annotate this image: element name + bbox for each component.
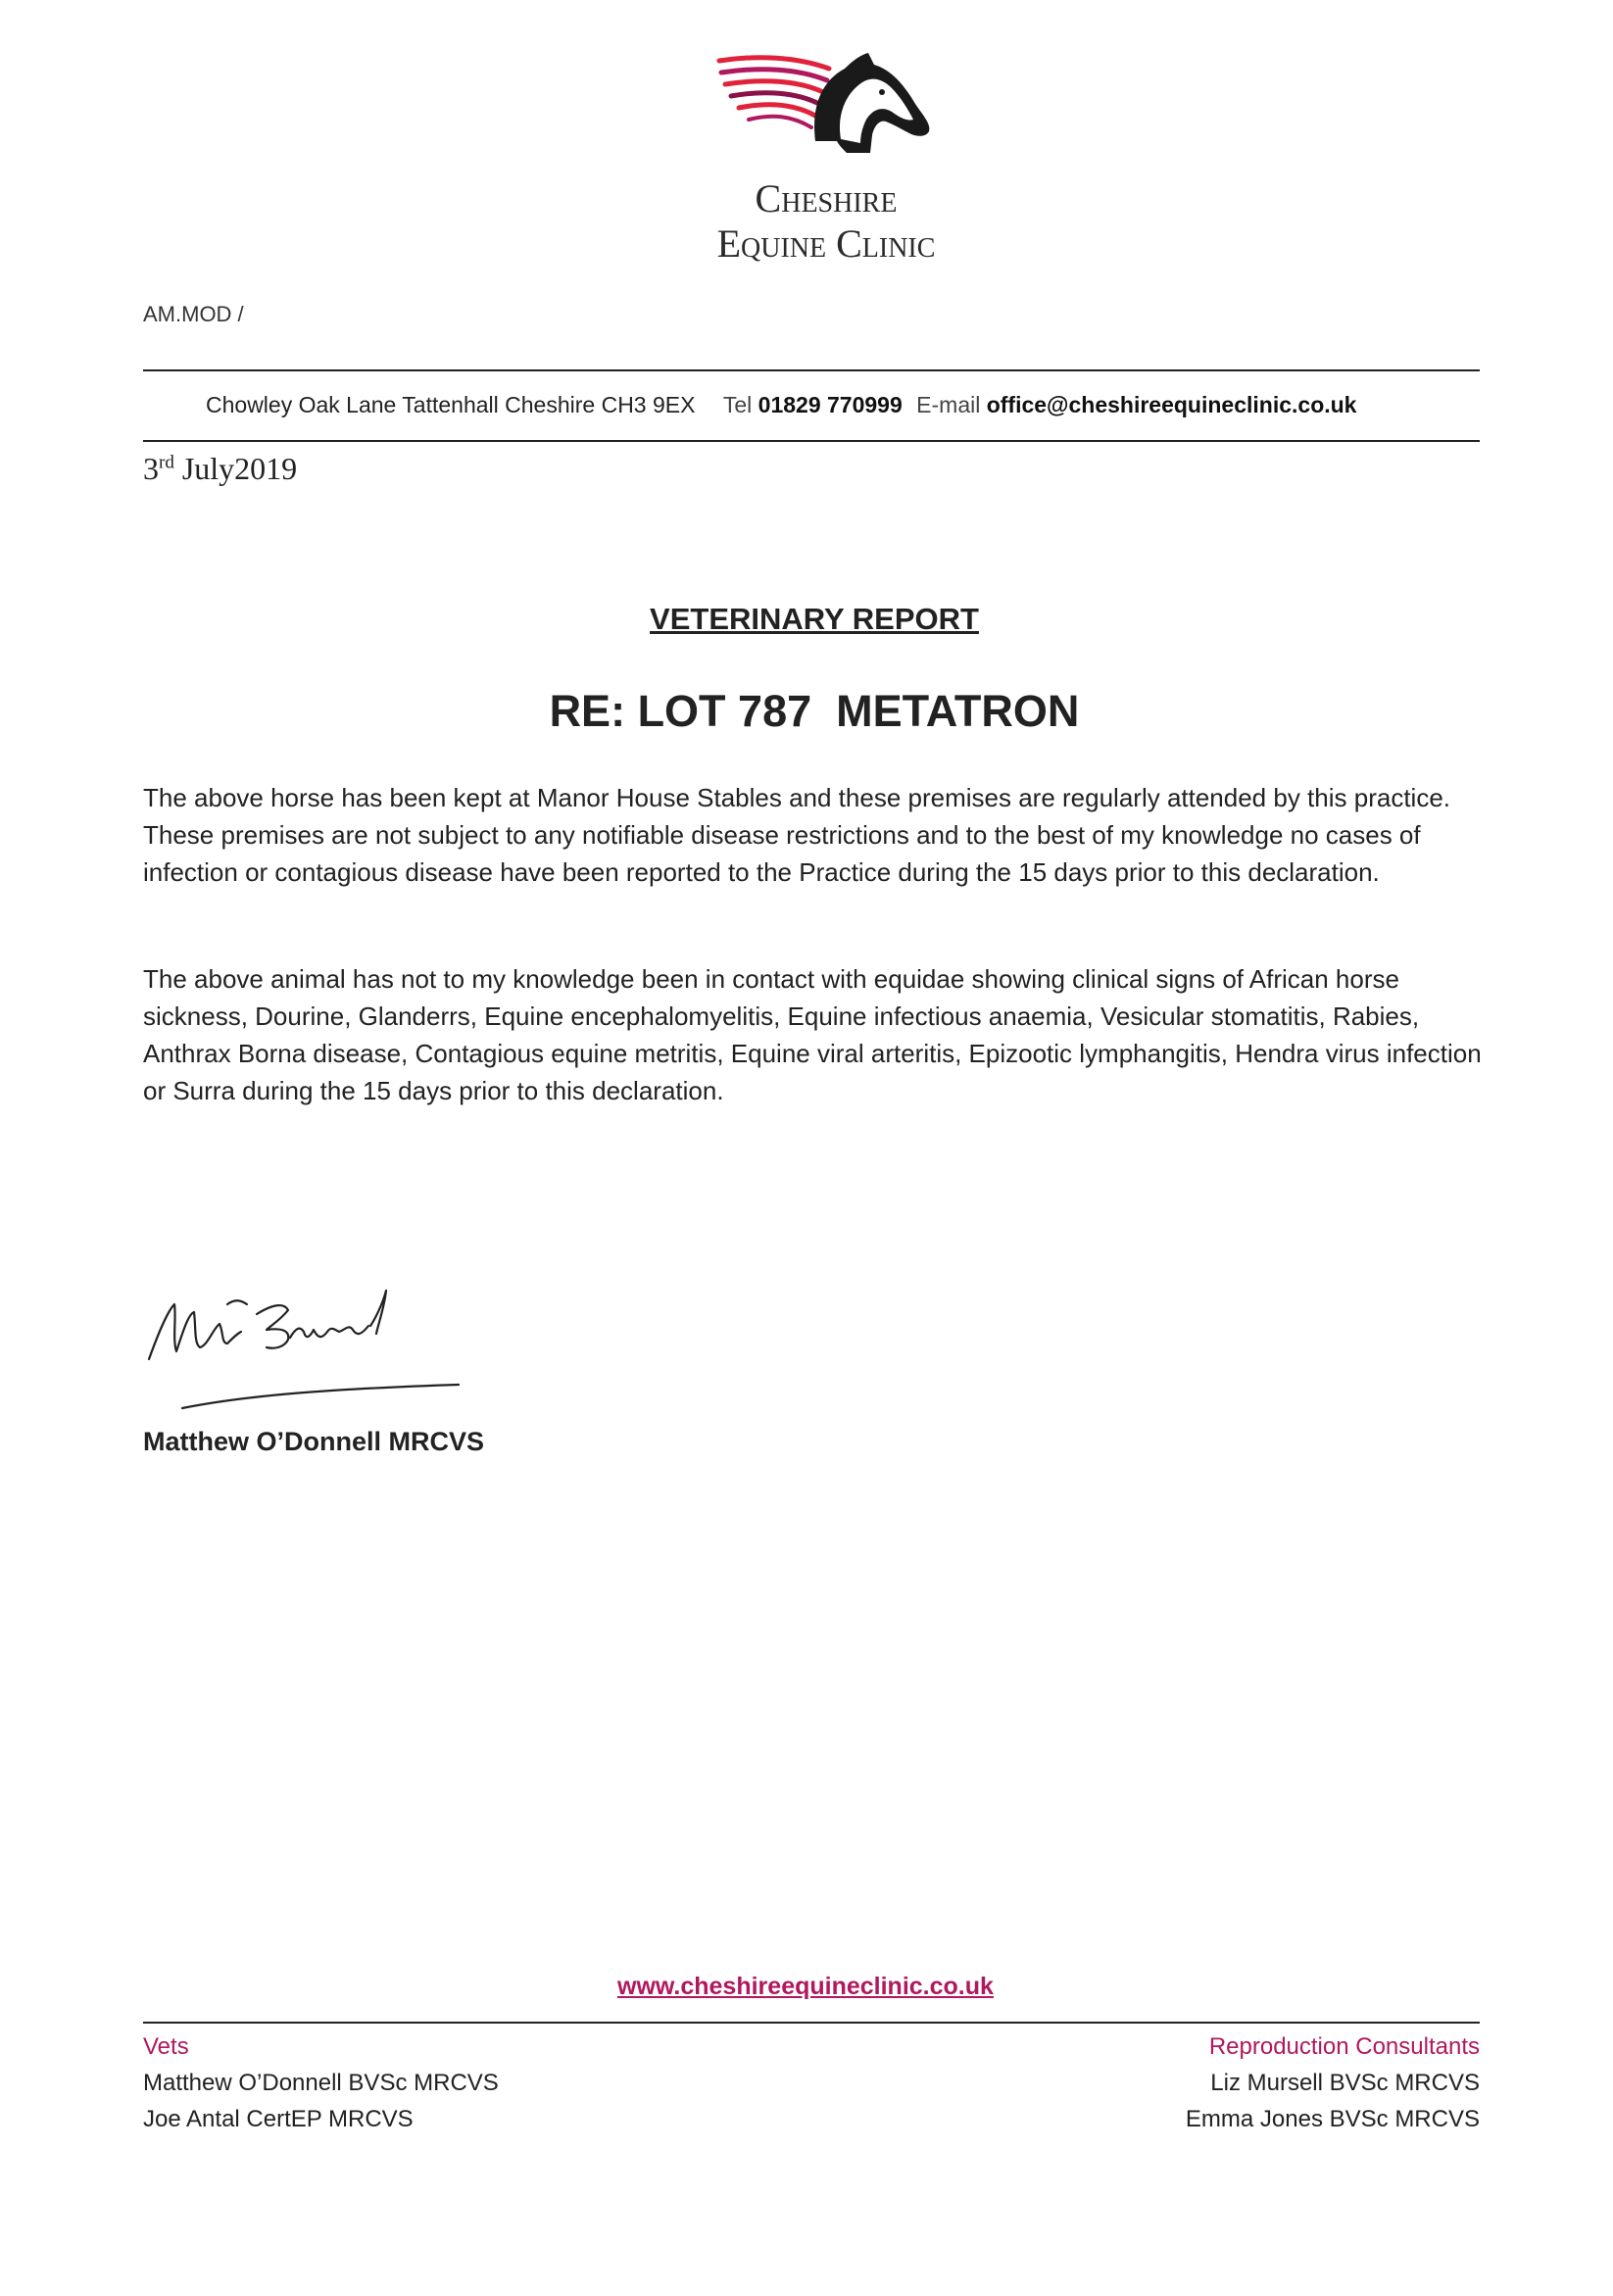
header-top-divider	[143, 369, 1480, 371]
vet-name: Joe Antal CertEP MRCVS	[143, 2106, 414, 2132]
body-paragraph-1: The above horse has been kept at Manor House Stables and these premises are regularly attended by this practice. These premises are not subject to any notifiable disease restrictions and to the best of my knowledge no cases of infection or contagious disease have been reported to the Practice during the 15 days prior to this declaration.	[143, 783, 1450, 887]
document-subject: RE: LOT 787 METATRON	[549, 686, 1080, 736]
handwritten-signature	[143, 1269, 476, 1416]
tel-number: 01829 770999	[758, 392, 903, 417]
tel-label: Tel	[722, 392, 753, 417]
vets-heading: Vets	[143, 2033, 189, 2060]
document-heading: VETERINARY REPORT	[650, 602, 979, 636]
header-bottom-divider	[143, 440, 1480, 442]
footer-consultants	[1186, 2028, 1480, 2137]
consultants-heading: Reproduction Consultants	[1208, 2033, 1480, 2060]
reference-code: AM.MOD /	[143, 302, 244, 326]
consultant-name: Liz Mursell BVSc MRCVS	[1210, 2070, 1480, 2096]
email-address[interactable]: office@cheshireequineclinic.co.uk	[986, 392, 1357, 417]
email-label: E-mail	[916, 392, 981, 417]
clinic-name-line1: Cheshire	[755, 176, 898, 220]
website-link[interactable]: www.cheshireequineclinic.co.uk	[617, 1973, 994, 2000]
consultant-name: Emma Jones BVSc MRCVS	[1185, 2106, 1480, 2132]
letter-date: 3rd July2019	[143, 451, 298, 486]
vet-name: Matthew O’Donnell BVSc MRCVS	[143, 2070, 499, 2096]
address: Chowley Oak Lane Tattenhall Cheshire CH3 9EX	[206, 392, 696, 417]
contact-line	[206, 392, 1356, 418]
body-paragraph-2: The above animal has not to my knowledge been in contact with equidae showing clinical signs of African horse sickness, Dourine, Glanderrs, Equine encephalomyelitis, Equine infectious anaemia, Vesicular stomatitis, Rabies, Anthrax Borna disease, Contagious equine metritis, Equine viral arteritis, Epizootic lymphangitis, Hendra virus infection or Surra during the 15 days prior to this declaration.	[143, 964, 1482, 1105]
signatory-name: Matthew O’Donnell MRCVS	[143, 1427, 485, 1456]
footer-divider	[143, 2022, 1480, 2024]
clinic-name-line2: Equine Clinic	[716, 221, 936, 266]
horse-head-logo-icon	[713, 51, 933, 161]
footer-vets	[143, 2028, 499, 2137]
